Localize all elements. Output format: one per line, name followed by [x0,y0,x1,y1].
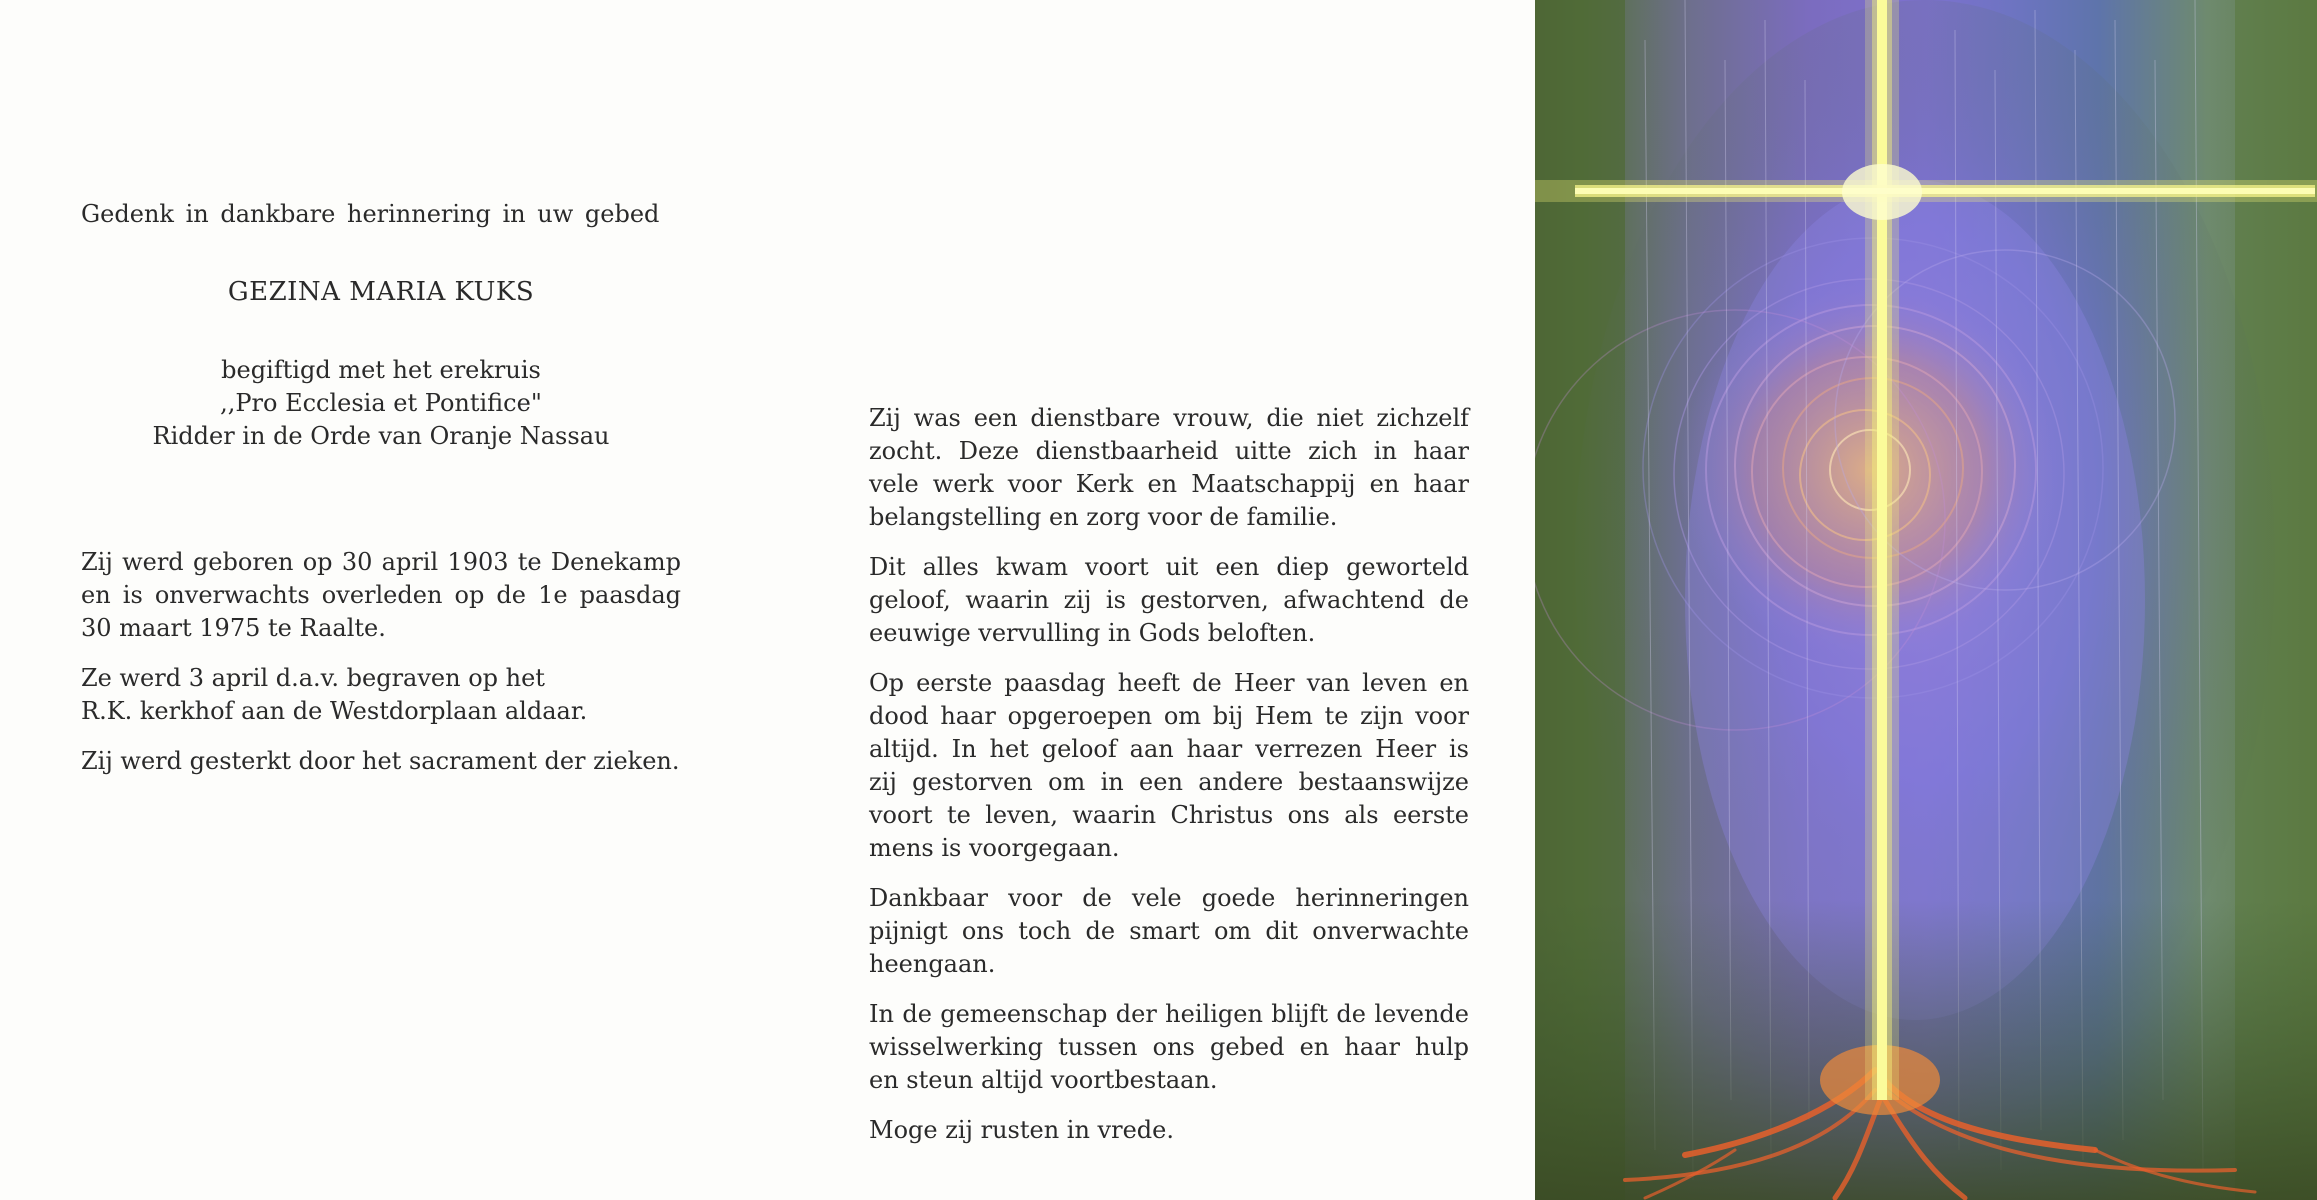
text-line: en is onverwachts overleden op de 1e paasdag [81,581,681,609]
eulogy [869,402,1469,1164]
biography [81,546,681,795]
eulogy-paragraph [869,402,1469,534]
text-line: vele werk voor Kerk en Maatschappij en haar [869,470,1469,498]
text-line: eeuwige vervulling in Gods beloften. [869,619,1316,647]
text-line: Op eerste paasdag heeft de Heer van leven en [869,669,1469,697]
eulogy-paragraph [869,998,1469,1097]
text-line: Zij was een dienstbare vrouw, die niet zichzelf [869,404,1469,432]
honor-line: ,,Pro Ecclesia et Pontifice" [220,389,542,417]
eulogy-paragraph [869,667,1469,865]
ground-shadow [1535,900,2317,1200]
text-line: altijd. In het geloof aan haar verrezen Heer is [869,735,1469,763]
text-line: dood haar opgeroepen om bij Hem te zijn voor [869,702,1469,730]
text-line: Dit alles kwam voort uit een diep geworteld [869,553,1469,581]
honor-line: Ridder in de Orde van Oranje Nassau [152,422,610,450]
text-line: voort te leven, waarin Christus ons als eerste [869,801,1469,829]
text-line: Moge zij rusten in vrede. [869,1116,1174,1144]
text-line: In de gemeenschap der heiligen blijft de levende [869,1000,1469,1028]
eulogy-paragraph [869,882,1469,981]
honor-line: begiftigd met het erekruis [221,356,541,384]
text-line: mens is voorgegaan. [869,834,1120,862]
text-line: en steun altijd voortbestaan. [869,1066,1218,1094]
cross-painting [1535,0,2317,1200]
text-line: pijnigt ons toch de smart om dit onverwachte [869,917,1469,945]
text-line: Zij werd gesterkt door het sacrament der zieken. [81,747,680,775]
birth-death-paragraph [81,546,681,645]
text-line: zocht. Deze dienstbaarheid uitte zich in haar [869,437,1469,465]
text-line: zij gestorven om in een andere bestaanswijze [869,768,1469,796]
text-line: wisselwerking tussen ons gebed en haar hulp [869,1033,1469,1061]
burial-paragraph [81,662,681,728]
honors-block [81,354,681,453]
text-line: Ze werd 3 april d.a.v. begraven op het [81,664,545,692]
cross-painting-svg [1535,0,2317,1200]
text-line: geloof, waarin zij is gestorven, afwachtend de [869,586,1469,614]
text-line: R.K. kerkhof aan de Westdorplaan aldaar. [81,697,588,725]
sacrament-paragraph [81,745,681,778]
eulogy-paragraph [869,551,1469,650]
deceased-name: GEZINA MARIA KUKS [227,277,535,307]
text-line: belangstelling en zorg voor de familie. [869,503,1338,531]
text-line: heengaan. [869,950,996,978]
eulogy-paragraph [869,1114,1469,1147]
text-line: Dankbaar voor de vele goede herinneringen [869,884,1469,912]
text-line: 30 maart 1975 te Raalte. [81,614,386,642]
intro-line: Gedenk in dankbare herinnering in uw gebed [81,200,660,228]
text-line: Zij werd geboren op 30 april 1903 te Denekamp [81,548,681,576]
